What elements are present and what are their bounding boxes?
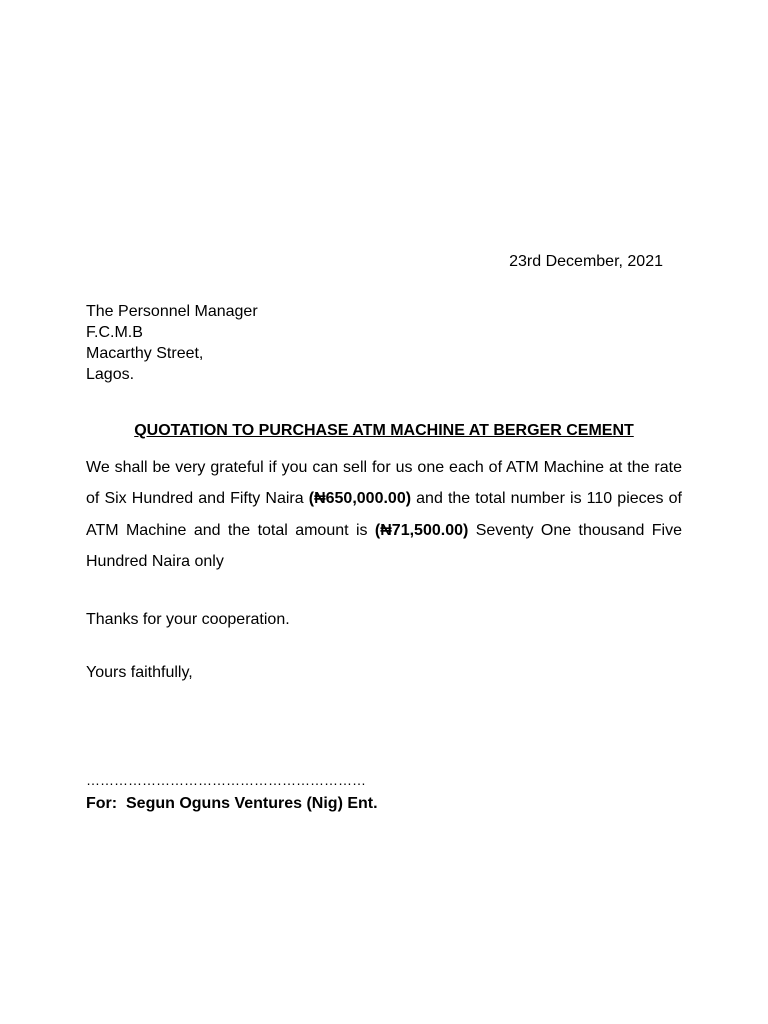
recipient-street: Macarthy Street, <box>86 345 204 362</box>
signature-line: …………………………………………………… <box>86 772 366 788</box>
body-text-part1: We shall be very grateful if you can sell for us one each of ATM Machine at the rate of Six Hundred and Fifty Naira <box>86 459 682 508</box>
recipient-address <box>86 301 258 385</box>
recipient-city: Lagos. <box>86 366 135 383</box>
thanks-line: Thanks for your cooperation. <box>86 611 290 628</box>
unit-price-amount: (₦650,000.00) <box>308 490 412 508</box>
body-text-part3: Seventy One thousand Five Hundred Naira only <box>86 521 683 570</box>
recipient-title: The Personnel Manager <box>86 303 258 320</box>
letter-body <box>86 452 682 577</box>
closing-salutation: Yours faithfully, <box>86 664 193 681</box>
letter-date: 23rd December, 2021 <box>509 253 663 270</box>
total-amount: (₦71,500.00) <box>374 521 469 539</box>
signatory-name: For: Segun Oguns Ventures (Nig) Ent. <box>86 795 378 812</box>
letter-subject: QUOTATION TO PURCHASE ATM MACHINE AT BERGER CEMENT <box>134 422 634 439</box>
body-text-part2: and the total number is 110 pieces of ATM Machine and the total amount is <box>86 490 682 539</box>
recipient-organization: F.C.M.B <box>86 324 143 341</box>
